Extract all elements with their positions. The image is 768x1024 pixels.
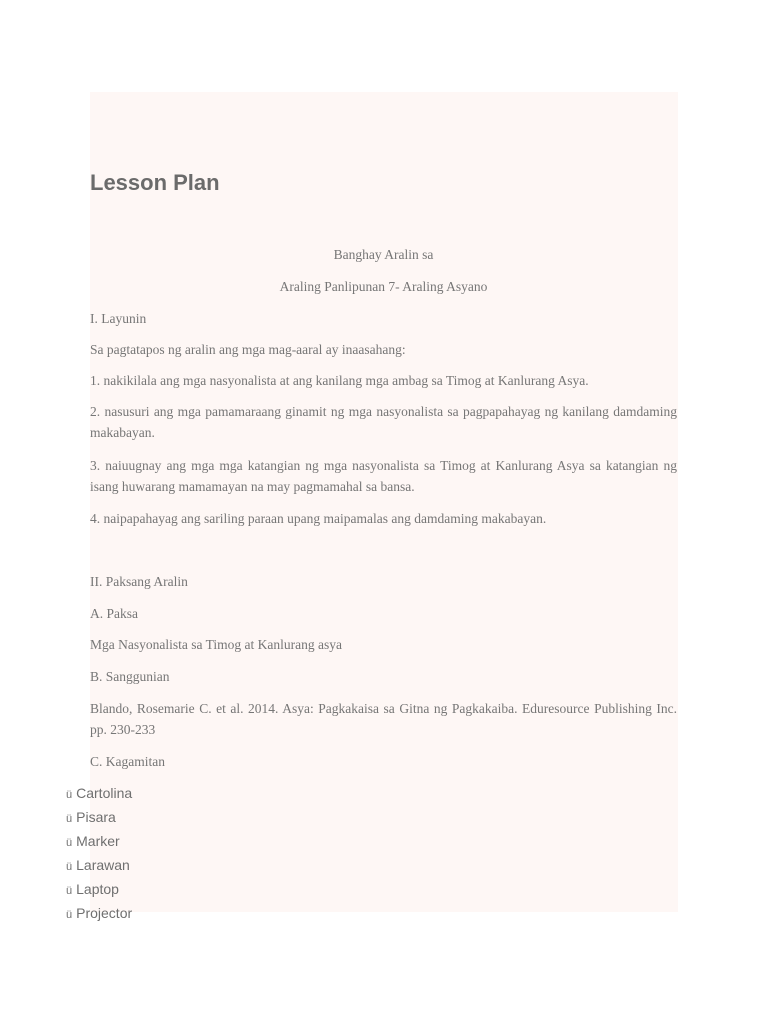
material-label: Pisara: [76, 809, 116, 825]
plan-header-line2: Araling Panlipunan 7- Araling Asyano: [279, 279, 488, 294]
list-item: [66, 782, 132, 806]
checkmark-bullet-icon: ü: [66, 813, 73, 825]
material-label: Larawan: [76, 857, 130, 873]
list-item: [66, 854, 132, 878]
paksa-text: Mga Nasyonalista sa Timog at Kanlurang asya: [90, 637, 342, 652]
checkmark-bullet-icon: ü: [66, 909, 73, 921]
list-item: [66, 878, 132, 902]
list-item: [66, 806, 132, 830]
sanggunian-label: B. Sanggunian: [90, 669, 170, 684]
section-heading-layunin: I. Layunin: [90, 311, 147, 326]
page-title: Lesson Plan: [90, 170, 220, 195]
objective-item: 2. nasusuri ang mga pamamaraang ginamit ng mga nasyonalista sa pagpapahayag ng kanilang damdaming makabayan.: [90, 404, 677, 440]
checkmark-bullet-icon: ü: [66, 885, 73, 897]
list-item: [66, 830, 132, 854]
paksa-label: A. Paksa: [90, 606, 138, 621]
materials-list: [66, 782, 132, 926]
material-label: Marker: [76, 833, 120, 849]
plan-header-line1: Banghay Aralin sa: [333, 247, 434, 262]
material-label: Cartolina: [76, 785, 133, 801]
document-page: [90, 92, 678, 912]
checkmark-bullet-icon: ü: [66, 837, 73, 849]
list-item: [66, 902, 132, 926]
objective-item: 3. naiuugnay ang mga mga katangian ng mga nasyonalista sa Timog at Kanlurang Asya sa katangian ng isang huwarang mamamayan na may pagmamahal sa bansa.: [90, 458, 677, 494]
section-heading-paksang-aralin: II. Paksang Aralin: [90, 574, 188, 589]
checkmark-bullet-icon: ü: [66, 789, 73, 801]
objective-item: 1. nakikilala ang mga nasyonalista at ang kanilang mga ambag sa Timog at Kanlurang Asya.: [90, 373, 589, 388]
material-label: Laptop: [76, 881, 119, 897]
kagamitan-label: C. Kagamitan: [90, 754, 165, 769]
layunin-intro: Sa pagtatapos ng aralin ang mga mag-aaral ay inaasahang:: [90, 342, 406, 357]
sanggunian-text: Blando, Rosemarie C. et al. 2014. Asya: Pagkakaisa sa Gitna ng Pagkakaiba. Eduresource Publishing Inc. pp. 230-233: [90, 701, 677, 737]
material-label: Projector: [76, 905, 133, 921]
checkmark-bullet-icon: ü: [66, 861, 73, 873]
objective-item: 4. naipapahayag ang sariling paraan upang maipamalas ang damdaming makabayan.: [90, 511, 547, 526]
